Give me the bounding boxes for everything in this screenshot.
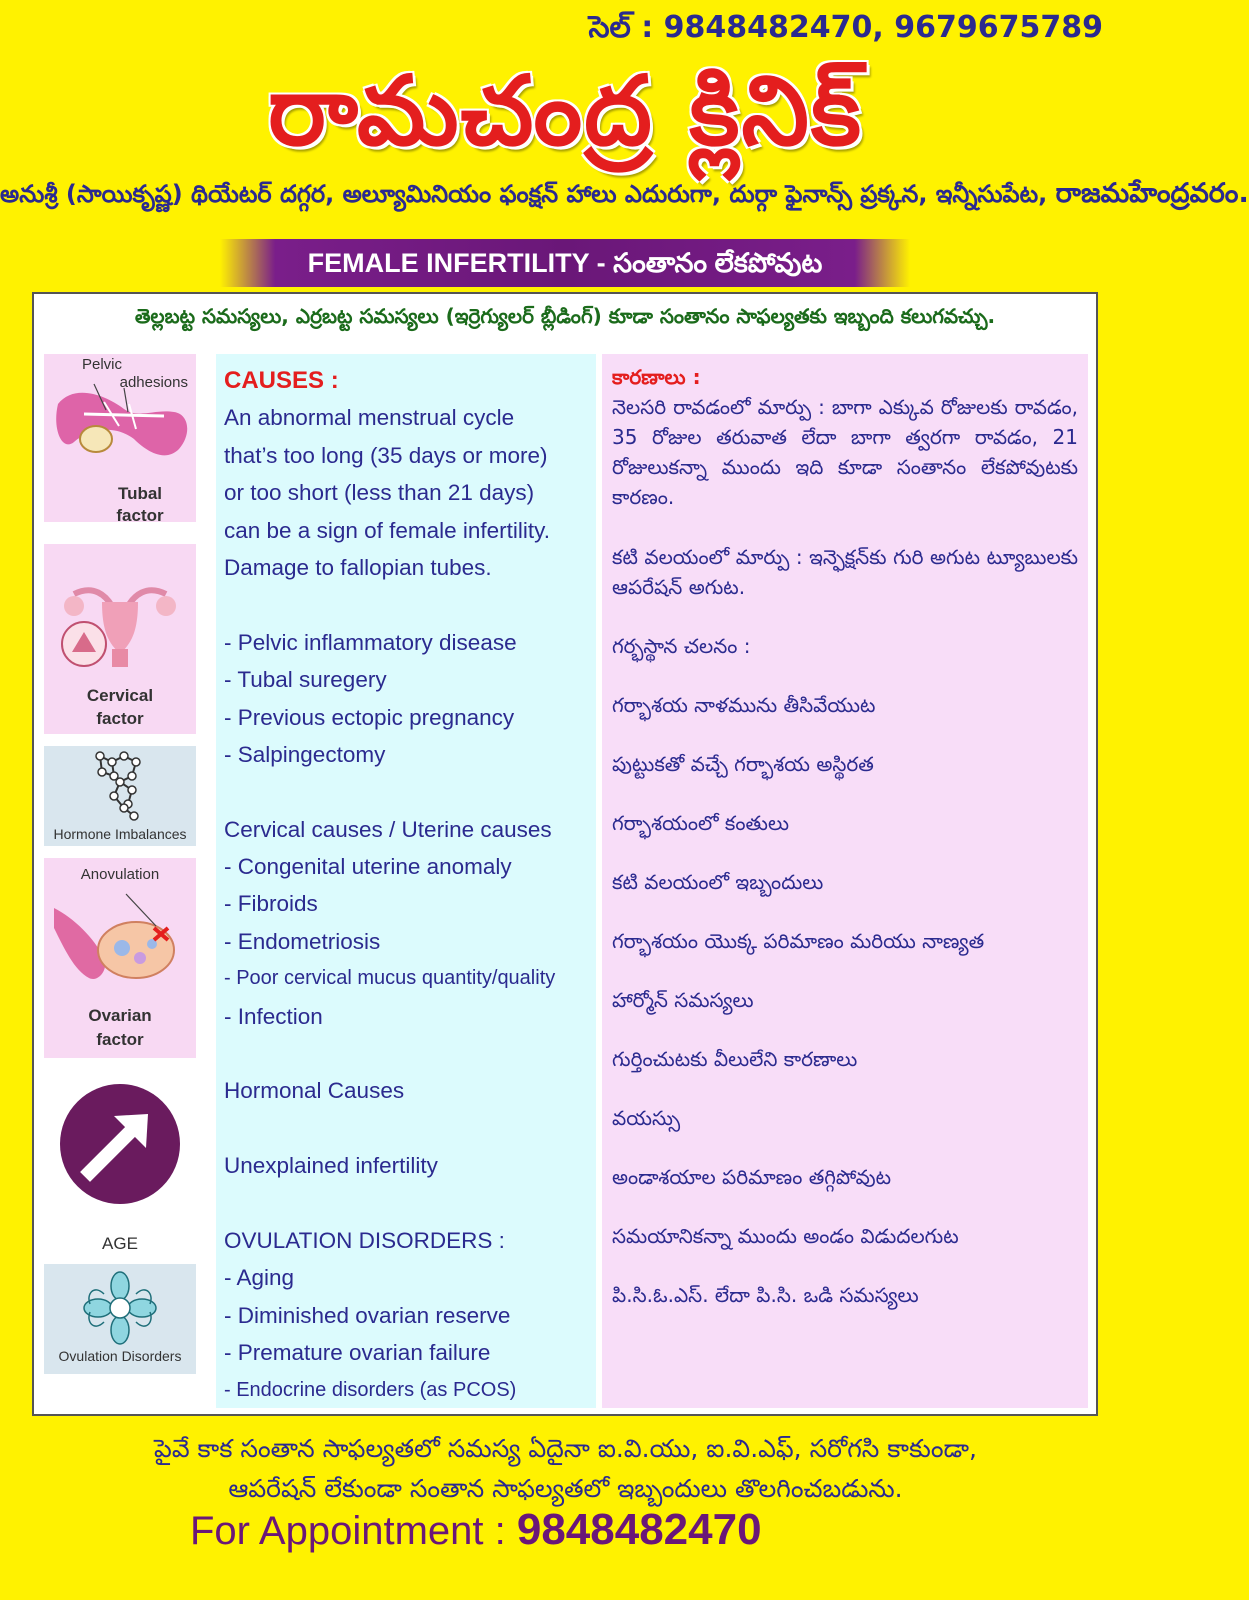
english-line: - Congenital uterine anomaly <box>224 854 512 880</box>
telugu-item: పుట్టుకతో వచ్చే గర్భాశయ అస్థిరత <box>612 752 874 776</box>
telugu-item: అండాశయాల పరిమాణం తగ్గిపోవుట <box>612 1165 892 1189</box>
tubal-label-1: Tubal <box>117 484 163 503</box>
ovulation-disorder-icon <box>44 1264 196 1354</box>
intro-text: తెల్లబట్ట సమస్యలు, ఎర్రబట్ట సమస్యలు (ఇర్రెగ్యులర్ బ్లీడింగ్) కూడా సంతానం సాఫల్యతకు ఇబ్బంది కలుగవచ్చు. <box>134 304 996 328</box>
english-line: or too short (less than 21 days) <box>224 480 535 506</box>
telugu-item: పి.సి.ఓ.ఎస్. లేదా పి.సి. ఒడి సమస్యలు <box>612 1283 919 1307</box>
telugu-paragraph-pelvic: కటి వలయంలో మార్పు : ఇన్ఫెక్షన్‌కు గురి అగుట ట్యూబులకు ఆపరేషన్ అగుట. <box>612 545 1078 599</box>
english-line: can be a sign of female infertility. <box>224 517 550 543</box>
english-line: - Endocrine disorders (as PCOS) <box>224 1378 517 1401</box>
tubal-annotation-2: adhesions <box>119 374 188 391</box>
address-city: రాజమహేంద్రవరం. <box>1055 178 1249 209</box>
header-phone: సెల్ : 9848482470, 9679675789 <box>588 10 1103 45</box>
ovulation-label: Ovulation Disorders <box>58 1348 182 1364</box>
clinic-name: రామచంద్ర క్లినిక్ <box>268 55 863 167</box>
topic-banner: FEMALE INFERTILITY - సంతానం లేకపోవుట <box>220 239 910 287</box>
age-label: AGE <box>102 1234 138 1253</box>
english-line <box>224 586 588 623</box>
english-line <box>224 773 588 810</box>
english-line <box>224 1110 588 1147</box>
english-line: Hormonal Causes <box>224 1078 405 1104</box>
ovarian-annotation: Anovulation <box>80 866 160 883</box>
telugu-item: వయస్సు <box>612 1106 681 1130</box>
ovarian-factor-card <box>44 858 196 1058</box>
english-line: OVULATION DISORDERS : <box>224 1227 505 1253</box>
telugu-item: కటి వలయంలో ఇబ్బందులు <box>612 870 824 894</box>
english-line: - Fibroids <box>224 891 318 917</box>
ovarian-label-2: factor <box>96 1030 144 1049</box>
address-text: అనుశ్రీ (సాయికృష్ణ) థియేటర్ దగ్గర, అల్యూమినియం ఫంక్షన్ హాలు ఎదురుగా, దుర్గా ఫైనాన్స్ ప్రక్కన, ఇన్నీసుపేట, <box>0 180 1048 208</box>
english-line: - Premature ovarian failure <box>224 1340 491 1366</box>
cervical-label-1: Cervical <box>86 686 154 705</box>
hormone-card <box>44 746 196 846</box>
english-line: - Endometriosis <box>224 928 381 954</box>
telugu-item: సమయానికన్నా ముందు అండం విడుదలగుట <box>612 1224 959 1248</box>
appointment-line <box>190 1505 762 1555</box>
footer-line-2: ఆపరేషన్ లేకుండా సంతాన సాఫల్యతలో ఇబ్బందులు తొలగించబడును. <box>228 1474 903 1503</box>
english-line: - Pelvic inflammatory disease <box>224 629 517 655</box>
tubal-label-2: factor <box>116 506 164 525</box>
english-line: Damage to fallopian tubes. <box>224 554 492 580</box>
telugu-item: గర్భాశయం యొక్క పరిమాణం మరియు నాణ్యత <box>612 929 985 953</box>
tubal-annotation-1: Pelvic <box>82 356 123 373</box>
telugu-item: గర్భాశయ నాళమును తీసివేయుట <box>612 693 876 717</box>
english-causes-title: CAUSES : <box>224 367 339 394</box>
content-panel <box>32 292 1098 1416</box>
english-line: Unexplained infertility <box>224 1153 438 1179</box>
hormone-molecule-icon <box>44 746 196 826</box>
english-line: - Aging <box>224 1265 295 1291</box>
telugu-item: గర్భస్థాన చలనం : <box>612 634 751 658</box>
english-lines <box>224 399 588 1409</box>
english-line: that’s too long (35 days or more) <box>224 442 548 468</box>
tubal-factor-card <box>44 354 196 525</box>
english-line: - Diminished ovarian reserve <box>224 1302 511 1328</box>
english-causes-column <box>216 354 596 1408</box>
english-line <box>224 1185 588 1222</box>
hormone-label: Hormone Imbalances <box>53 826 187 842</box>
english-line: - Poor cervical mucus quantity/quality <box>224 967 556 990</box>
english-line: - Salpingectomy <box>224 741 386 767</box>
telugu-item: గుర్తించుటకు వీలులేని కారణాలు <box>612 1047 858 1071</box>
telugu-item: హార్మోన్ సమస్యలు <box>612 988 754 1012</box>
english-line: - Tubal suregery <box>224 667 387 693</box>
telugu-paragraph-cycle: నెలసరి రావడంలో మార్పు : బాగా ఎక్కువ రోజులకు రావడం, 35 రోజుల తరువాత లేదా బాగా త్వరగా రావడం, 21 రోజులుకన్నా ముందు ఇది కూడా సంతానం లేకపోవుటకు కారణం. <box>612 395 1078 509</box>
icon-column <box>44 354 196 1404</box>
telugu-causes-title: కారణాలు : <box>612 365 701 389</box>
telugu-causes-column <box>602 354 1088 1408</box>
appointment-number: 9848482470 <box>516 1505 762 1554</box>
appointment-label: For Appointment : <box>190 1509 517 1553</box>
cervical-label-2: factor <box>96 709 144 728</box>
english-line: An abnormal menstrual cycle <box>224 405 515 431</box>
clinic-address <box>0 178 1249 216</box>
age-arrow-icon <box>44 1074 196 1224</box>
ovarian-label-1: Ovarian <box>88 1006 152 1025</box>
english-line: Cervical causes / Uterine causes <box>224 816 552 842</box>
english-line <box>224 1035 588 1072</box>
ovulation-card <box>44 1264 196 1374</box>
telugu-item: గర్భాశయంలో కంతులు <box>612 811 790 835</box>
age-card <box>44 1074 196 1254</box>
english-line: - Previous ectopic pregnancy <box>224 704 515 730</box>
cervical-factor-card <box>44 544 196 734</box>
english-line: - Infection <box>224 1003 323 1029</box>
footer-line-1: పైవే కాక సంతాన సాఫల్యతలో సమస్య ఏదైనా ఐ.వి.యు, ఐ.వి.ఎఫ్, సరోగసి కాకుండా, <box>154 1434 977 1463</box>
